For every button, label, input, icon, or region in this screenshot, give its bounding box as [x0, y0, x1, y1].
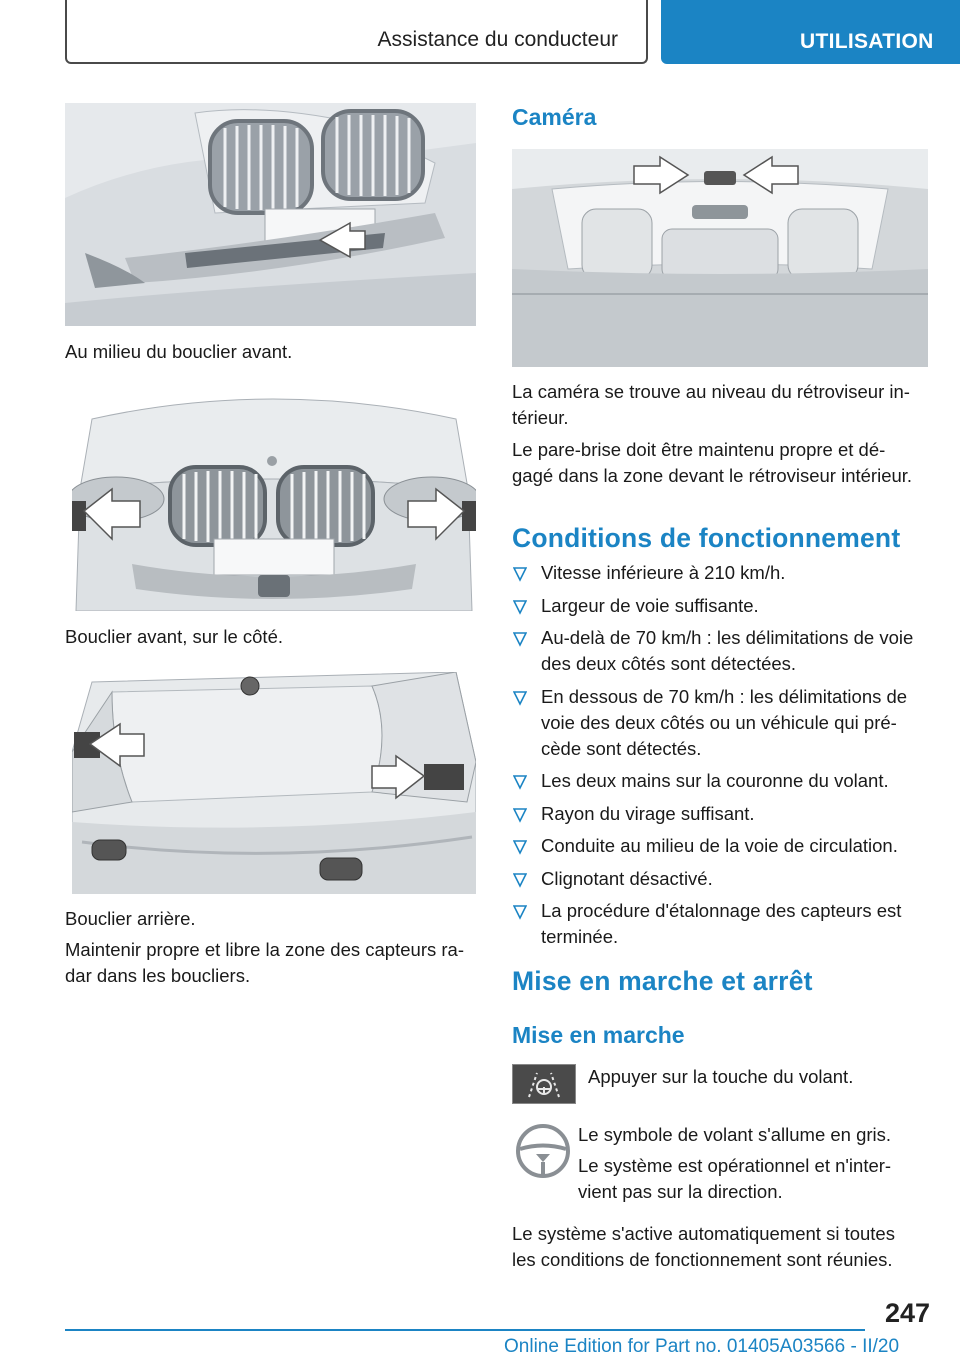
radar-sensor-note: Maintenir propre et libre la zone des capteurs ra- dar dans les boucliers.	[65, 939, 464, 986]
triangle-bullet-icon	[513, 836, 527, 856]
triangle-bullet-icon	[513, 804, 527, 824]
conditions-list	[512, 560, 930, 957]
list-item: Largeur de voie suffisante.	[512, 593, 930, 619]
camera-heading: Caméra	[512, 104, 597, 130]
conditions-heading: Conditions de fonctionnement	[512, 523, 901, 553]
header-section-tab	[65, 0, 648, 64]
edition-footer: Online Edition for Part no. 01405A03566 - II/20	[504, 1336, 900, 1357]
wheel-symbol-text: Le symbole de volant s'allume en gris.	[578, 1124, 892, 1145]
triangle-bullet-icon	[513, 687, 527, 707]
triangle-bullet-icon	[513, 628, 527, 648]
list-item: Clignotant désactivé.	[512, 866, 930, 892]
list-item: Rayon du virage suffisant.	[512, 801, 930, 827]
figure2-caption: Bouclier avant, sur le côté.	[65, 626, 283, 647]
triangle-bullet-icon	[513, 771, 527, 791]
camera-location-text: La caméra se trouve au niveau du rétroviseur in- térieur.	[512, 381, 910, 428]
section-title: Assistance du conducteur	[377, 28, 618, 51]
list-item: Conduite au milieu de la voie de circulation.	[512, 833, 930, 859]
list-item: La procédure d'étalonnage des capteurs est terminée.	[512, 898, 930, 950]
press-button-text: Appuyer sur la touche du volant.	[588, 1066, 854, 1087]
system-ready-text: Le système est opérationnel et n'inter- vient pas sur la direction.	[578, 1155, 892, 1202]
figure1-caption: Au milieu du bouclier avant.	[65, 341, 293, 362]
triangle-bullet-icon	[513, 869, 527, 889]
windshield-note: Le pare-brise doit être maintenu propre et dé- gagé dans la zone devant le rétroviseur intérieur.	[512, 439, 913, 486]
figure-camera-interior	[512, 149, 928, 367]
list-item: En dessous de 70 km/h : les délimitations de voie des deux côtés ou un véhicule qui pré-cède sont détectés.	[512, 684, 930, 762]
page-number: 247	[884, 1298, 930, 1328]
triangle-bullet-icon	[513, 563, 527, 583]
lane-assist-button-icon	[512, 1064, 576, 1104]
figure-front-bumper-middle	[65, 103, 476, 326]
list-item: Vitesse inférieure à 210 km/h.	[512, 560, 930, 586]
on-heading: Mise en marche	[512, 1022, 685, 1048]
figure-rear-bumper	[72, 672, 476, 894]
triangle-bullet-icon	[513, 596, 527, 616]
chapter-title: UTILISATION	[800, 30, 934, 53]
steering-wheel-icon	[514, 1122, 572, 1180]
figure-front-bumper-side	[72, 389, 476, 611]
onoff-heading: Mise en marche et arrêt	[512, 966, 813, 996]
list-item: Au-delà de 70 km/h : les délimitations de voie des deux côtés sont détectées.	[512, 625, 930, 677]
triangle-bullet-icon	[513, 901, 527, 921]
figure3-caption: Bouclier arrière.	[65, 908, 196, 929]
footer-divider	[65, 1329, 865, 1331]
header-chapter-tab	[661, 0, 960, 64]
list-item: Les deux mains sur la couronne du volant.	[512, 768, 930, 794]
auto-activation-text: Le système s'active automatiquement si toutes les conditions de fonctionnement sont réunies.	[512, 1223, 895, 1270]
